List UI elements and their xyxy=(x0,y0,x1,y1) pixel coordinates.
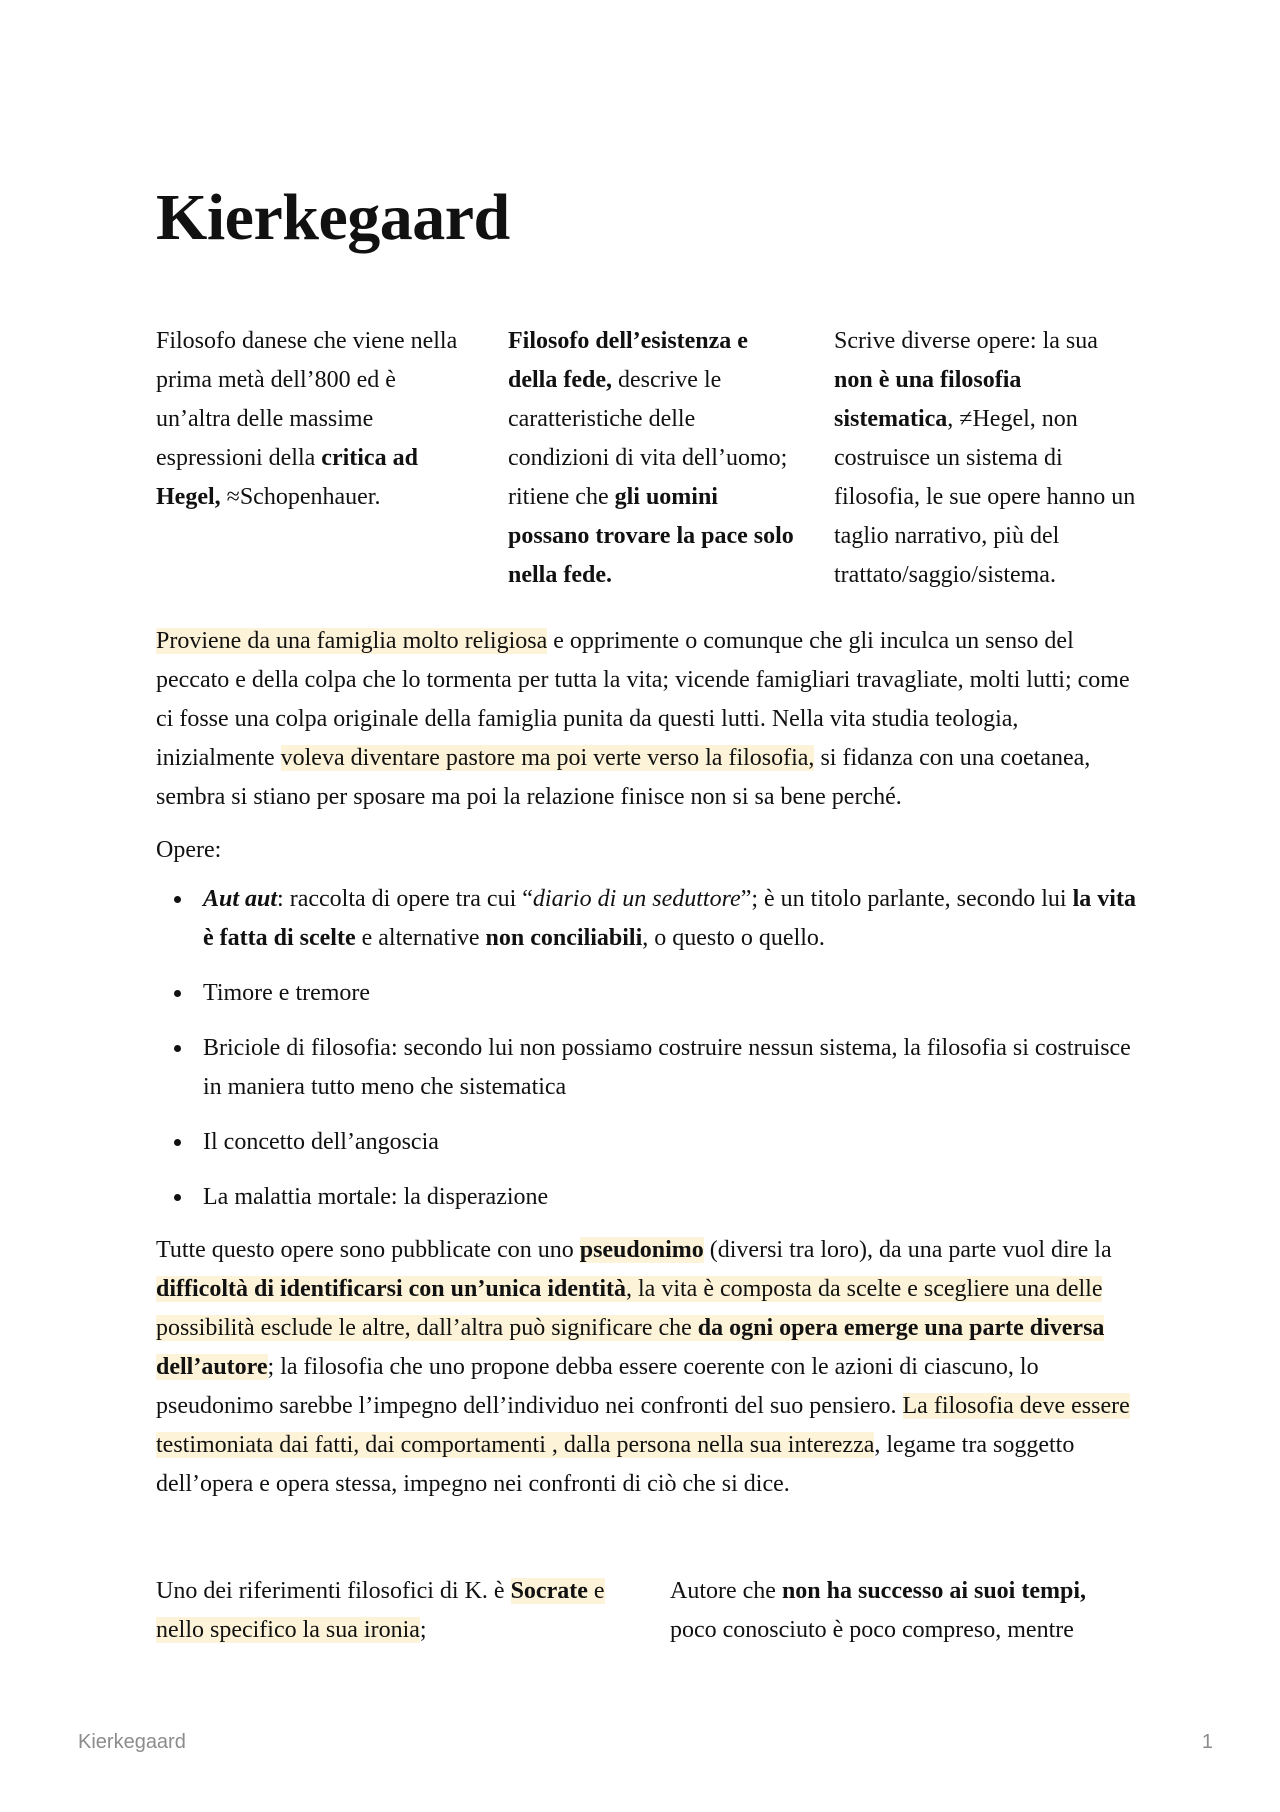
text-run: Scrive diverse opere: la sua xyxy=(834,328,1098,354)
intro-column-2 xyxy=(508,322,798,595)
text-run: , o questo o quello. xyxy=(642,925,825,951)
text-run: Autore che xyxy=(670,1578,782,1604)
text-run: e alternative xyxy=(355,925,486,951)
footer-title: Kierkegaard xyxy=(78,1731,186,1753)
text-run: ; la filosofia che uno propone debba essere coerente con le azioni di ciascuno, lo pseudonimo sarebbe l’impegno dell’individuo nei confronti del suo pensiero. xyxy=(156,1354,1039,1419)
pseudonym-paragraph xyxy=(156,1231,1136,1504)
bottom-column-right xyxy=(670,1572,1136,1650)
list-item xyxy=(203,880,1136,958)
text-run: ≈Schopenhauer. xyxy=(220,484,381,510)
list-item: Timore e tremore xyxy=(203,974,1136,1013)
list-item: Il concetto dell’angoscia xyxy=(203,1123,1136,1162)
works-label: Opere: xyxy=(156,837,222,863)
works-list xyxy=(156,880,1136,1217)
text-run: descrive le caratteristiche delle condizioni di vita dell’uomo; ritiene che xyxy=(508,367,788,510)
text-run: Tutte questo opere sono pubblicate con uno xyxy=(156,1237,580,1263)
page-number: 1 xyxy=(1201,1731,1213,1753)
highlight-bold-run: da ogni opera emerge una parte diversa dell’autore xyxy=(156,1315,1105,1380)
text-run: poco conosciuto è poco compreso, mentre xyxy=(670,1617,1074,1643)
bold-run: non è una filosofia sistematica xyxy=(834,367,1022,432)
text-run: , legame tra soggetto dell’opera e opera stessa, impegno nei confronti di ciò che si dice. xyxy=(156,1432,1075,1497)
highlight-run: La filosofia deve essere testimoniata dai fatti, dai comportamenti , dalla persona nella sua interezza xyxy=(156,1393,1130,1458)
intro-column-3 xyxy=(834,322,1136,595)
list-item: Briciole di filosofia: secondo lui non possiamo costruire nessun sistema, la filosofia si costruisce in maniera tutto meno che sistematica xyxy=(203,1029,1136,1107)
highlight-bold-run: difficoltà di identificarsi con un’unica identità xyxy=(156,1276,627,1302)
text-run: Filosofo danese che viene nella prima metà dell’800 ed è un’altra delle massime espressioni della xyxy=(156,328,458,471)
text-run: : raccolta di opere tra cui “ xyxy=(277,886,533,912)
highlight-run: Proviene da una famiglia molto religiosa xyxy=(156,628,548,654)
highlight-run: voleva diventare pastore ma poi verte verso la filosofia, xyxy=(280,745,815,771)
bottom-column-left xyxy=(156,1572,616,1650)
text-run: si fidanza con una coetanea, sembra si stiano per sposare ma poi la relazione finisce non si sa bene perché. xyxy=(156,745,1091,810)
highlight-run: , la vita è composta da scelte e scegliere una delle possibilità esclude le altre, dall’altra può significare che xyxy=(156,1276,1103,1341)
bold-run: la vita è fatta di scelte xyxy=(203,886,1136,951)
text-run: e opprimente o comunque che gli inculca un senso del peccato e della colpa che lo tormenta per tutta la vita; vicende famigliari travagliate, molti lutti; come ci fosse una colpa originale della famiglia punita da questi lutti. Nella vita studia teologia, inizialmente xyxy=(156,628,1130,771)
italic-bold-run: Aut aut xyxy=(203,886,278,912)
text-run: ”; è un titolo parlante, secondo lui xyxy=(740,886,1073,912)
bold-run: Filosofo dell’esistenza e della fede, xyxy=(508,328,748,393)
text-run: (diversi tra loro), da una parte vuol dire la xyxy=(703,1237,1112,1263)
bold-run: critica ad Hegel, xyxy=(156,445,418,510)
text-run: Uno dei riferimenti filosofici di K. è xyxy=(156,1578,511,1604)
italic-run: diario di un seduttore xyxy=(532,886,741,912)
bold-run: non conciliabili xyxy=(485,925,643,951)
text-run: ; xyxy=(419,1617,427,1643)
bold-run: pseudonimo xyxy=(579,1237,704,1263)
text-run: , ≠Hegel, non costruisce un sistema di filosofia, le sue opere hanno un taglio narrativo, più del trattato/saggio/sistema. xyxy=(834,406,1136,588)
highlight-run: e nello specifico la sua ironia xyxy=(156,1578,605,1643)
biography-paragraph xyxy=(156,622,1136,817)
page-title: Kierkegaard xyxy=(156,181,510,254)
bold-run: gli uomini possano trovare la pace solo nella fede. xyxy=(508,484,794,588)
list-item: La malattia mortale: la disperazione xyxy=(203,1178,1136,1217)
highlight-bold-run: Socrate xyxy=(510,1578,588,1604)
intro-column-1 xyxy=(156,322,466,517)
bold-run: non ha successo ai suoi tempi, xyxy=(781,1578,1086,1604)
main-body xyxy=(156,622,1136,1504)
